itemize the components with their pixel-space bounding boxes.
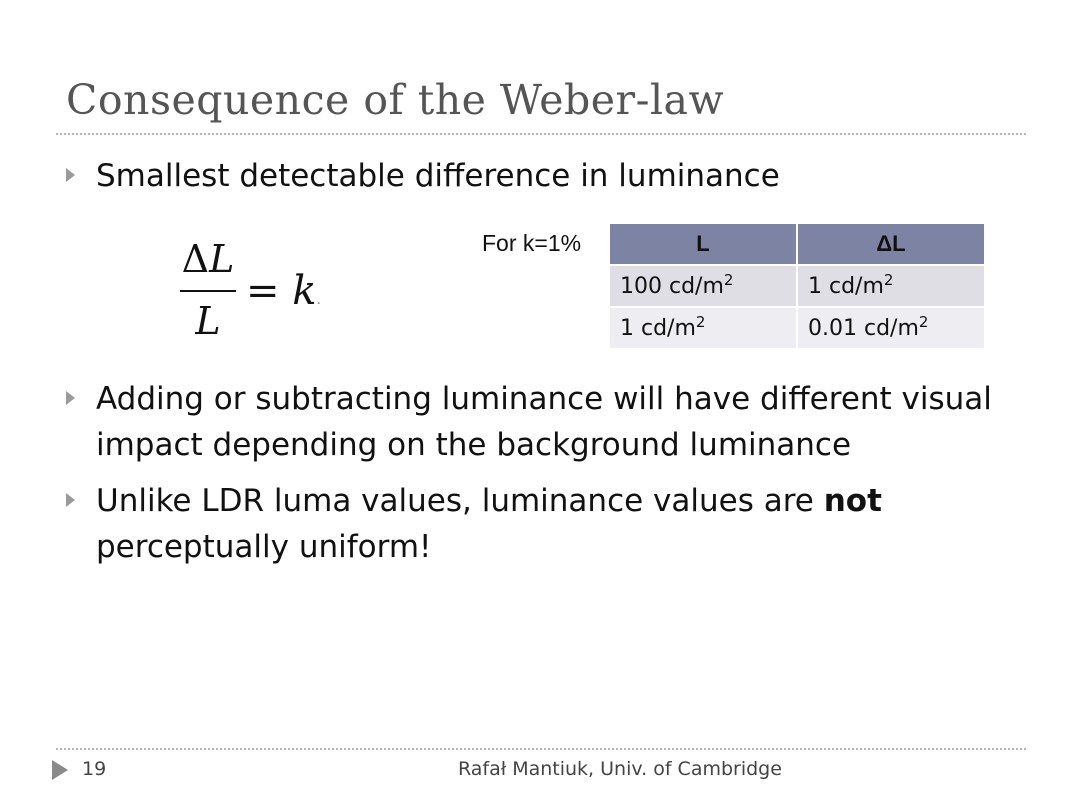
- formula-denominator: [178, 298, 238, 344]
- bullet-bold-not: not: [823, 483, 882, 519]
- bullet-arrow-icon: [66, 493, 75, 507]
- formula-rhs: [246, 268, 321, 314]
- cell-delta-l: [797, 307, 985, 349]
- cell-unit: cd/m: [641, 315, 696, 341]
- cell-value: 1: [620, 315, 634, 341]
- cell-unit: cd/m: [829, 273, 884, 299]
- cell-unit: cd/m: [669, 273, 724, 299]
- rhs-punctuation: .: [316, 292, 321, 308]
- cell-value: 0.01: [808, 315, 857, 341]
- luminance-table: [608, 222, 986, 350]
- header-delta-l: ΔL: [797, 223, 985, 265]
- cell-l: [609, 307, 797, 349]
- delta-symbol: Δ: [181, 237, 210, 281]
- title-divider: [56, 133, 1026, 135]
- table-row: [609, 265, 985, 307]
- footer-author: Rafał Mantiuk, Univ. of Cambridge: [458, 758, 782, 780]
- page-number: 19: [82, 758, 107, 780]
- unit-exponent: 2: [883, 270, 894, 289]
- table-header-row: [609, 223, 985, 265]
- numerator-variable: L: [209, 237, 235, 281]
- formula-fraction: [178, 236, 238, 344]
- bullet-text-after: perceptually uniform!: [96, 529, 432, 565]
- table-row: [609, 307, 985, 349]
- cell-unit: cd/m: [863, 315, 919, 341]
- equals-sign: =: [246, 268, 293, 314]
- fraction-bar: [180, 290, 236, 292]
- unit-exponent: 2: [695, 312, 706, 331]
- formula-numerator: [178, 236, 238, 282]
- unit-exponent: 2: [918, 312, 929, 331]
- bullet-smallest-difference: Smallest detectable difference in luminance: [96, 158, 780, 194]
- cell-value: 100: [620, 273, 662, 299]
- cell-value: 1: [808, 273, 822, 299]
- bullet-adding-subtracting: Adding or subtracting luminance will have different visual impact depending on the background luminance: [96, 381, 992, 463]
- bullet-arrow-icon: [66, 168, 75, 182]
- unit-exponent: 2: [723, 270, 734, 289]
- bullet-not-uniform: [96, 478, 976, 570]
- slide-title: Consequence of the Weber-law: [66, 76, 725, 124]
- bullet-text-before: Unlike LDR luma values, luminance values are: [96, 483, 824, 519]
- header-l: L: [609, 223, 797, 265]
- denominator-variable: L: [195, 299, 221, 343]
- table-caption: For k=1%: [482, 230, 582, 256]
- footer-arrow-icon: [52, 760, 68, 780]
- footer-divider: [56, 748, 1026, 750]
- rhs-variable: k: [292, 268, 317, 314]
- bullet-arrow-icon: [66, 391, 75, 405]
- cell-l: [609, 265, 797, 307]
- cell-delta-l: [797, 265, 985, 307]
